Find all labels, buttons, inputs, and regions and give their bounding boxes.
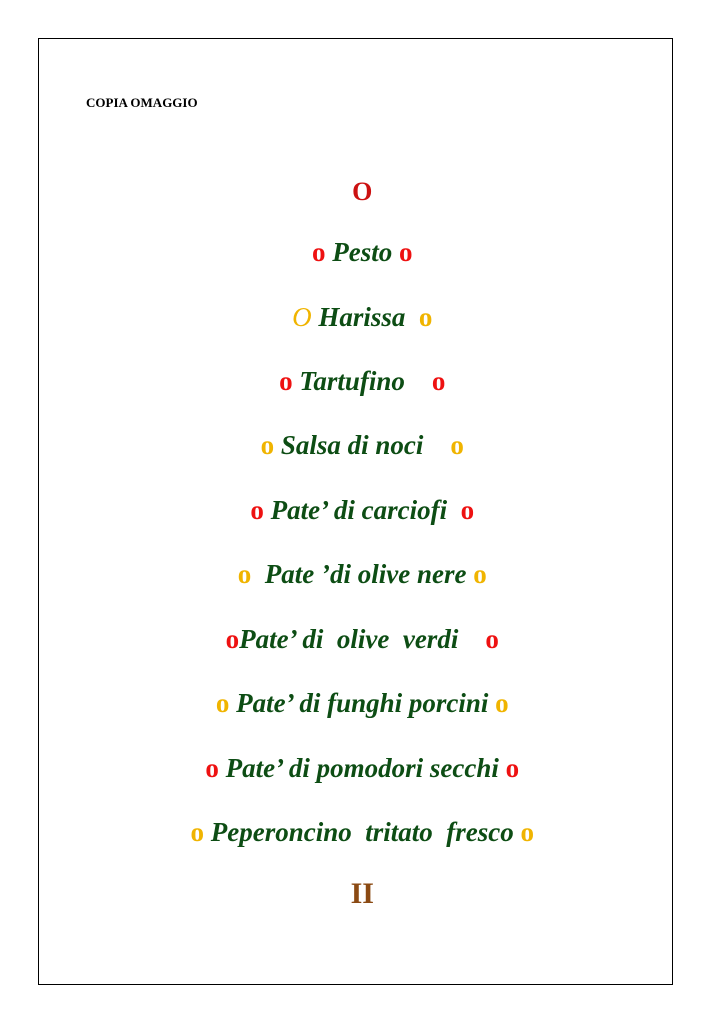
bullet-left: o bbox=[279, 366, 293, 396]
item-text: Pesto bbox=[332, 237, 393, 267]
bullet-left: o bbox=[190, 817, 204, 847]
bullet-left: o bbox=[225, 624, 240, 654]
item-text: Pate’ di funghi porcini bbox=[236, 688, 489, 718]
bullet-left: o bbox=[215, 688, 230, 718]
tree-trunk: II bbox=[350, 877, 374, 910]
bullet-right: o bbox=[431, 366, 446, 396]
bullet-right: o bbox=[418, 302, 433, 332]
tree-row bbox=[38, 523, 673, 591]
bullet-left: o bbox=[250, 495, 264, 525]
bullet-right: o bbox=[450, 430, 464, 460]
header-label: COPIA OMAGGIO bbox=[86, 95, 198, 110]
bullet-left: O bbox=[292, 302, 312, 332]
bullet-right: o bbox=[495, 688, 509, 718]
tree-star: O bbox=[352, 177, 373, 206]
bullet-left: o bbox=[312, 237, 326, 267]
tree-row bbox=[38, 201, 673, 269]
item-text: Peperoncino tritato fresco bbox=[210, 817, 514, 847]
bullet-left: o bbox=[260, 430, 275, 460]
bullet-left: o bbox=[237, 559, 252, 589]
bullet-left: o bbox=[205, 753, 219, 783]
tree-trunk-line bbox=[38, 843, 673, 911]
bullet-right: o bbox=[485, 624, 499, 654]
tree-row bbox=[38, 394, 673, 462]
item-text: Tartufino bbox=[299, 366, 405, 396]
tree-row bbox=[38, 652, 673, 720]
item-text: Salsa di noci bbox=[280, 430, 424, 460]
tree-row bbox=[38, 330, 673, 398]
tree-star-line bbox=[38, 140, 673, 209]
tree-row bbox=[38, 588, 673, 656]
tree-row bbox=[38, 781, 673, 849]
item-text: Harissa bbox=[318, 302, 406, 332]
tree-row bbox=[38, 459, 673, 527]
bullet-right: o bbox=[505, 753, 520, 783]
bullet-right: o bbox=[460, 495, 475, 525]
bullet-right: o bbox=[399, 237, 413, 267]
bullet-right: o bbox=[473, 559, 487, 589]
tree-row bbox=[38, 717, 673, 785]
item-text: Pate’ di pomodori secchi bbox=[225, 753, 499, 783]
item-text: Pate’ di olive verdi bbox=[239, 624, 459, 654]
item-text: Pate’ di carciofi bbox=[270, 495, 448, 525]
item-text: Pate ’di olive nere bbox=[264, 559, 467, 589]
bullet-right: o bbox=[520, 817, 534, 847]
tree-row bbox=[38, 266, 673, 334]
